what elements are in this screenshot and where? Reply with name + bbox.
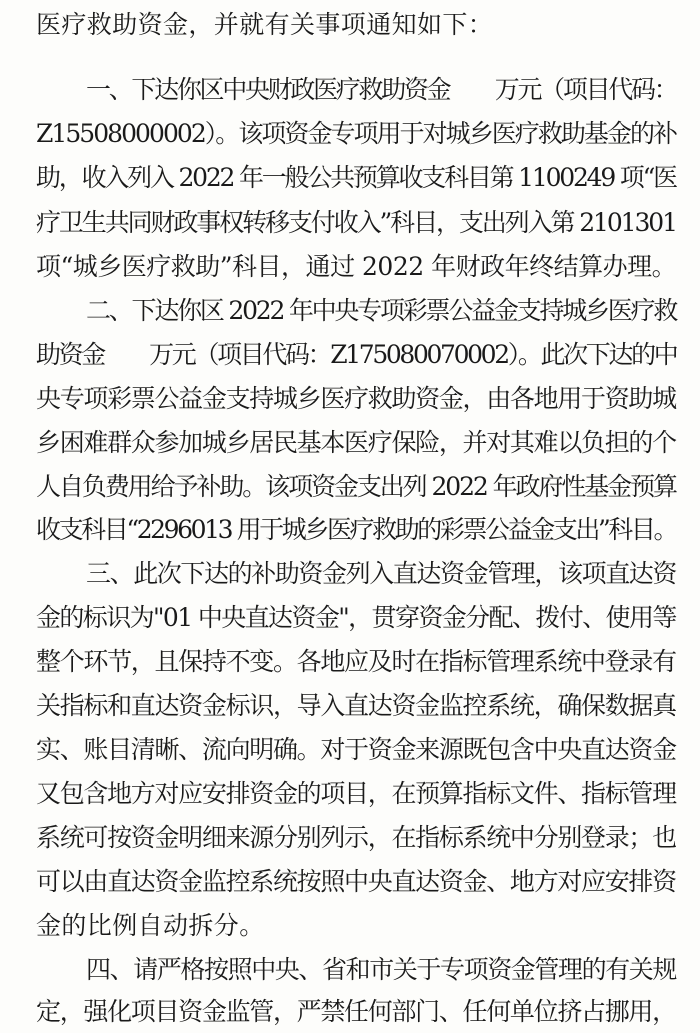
text-line: 央专项彩票公益金支持城乡医疗救助资金，由各地用于资助城 xyxy=(36,384,676,413)
text-line: 又包含地方对应安排资金的项目，在预算指标文件、指标管理 xyxy=(36,779,676,808)
text-line: 金的标识为"01 中央直达资金"，贯穿资金分配、拨付、使用等 xyxy=(36,603,676,632)
text-line: 可以由直达资金监控系统按照中央直达资金、地方对应安排资 xyxy=(36,867,676,896)
text-line: 实、账目清晰、流向明确。对于资金来源既包含中央直达资金 xyxy=(36,735,676,764)
text-line: 收支科目“2296013 用于城乡医疗救助的彩票公益金支出”科目。 xyxy=(36,515,677,544)
text-line: 人自负费用给予补助。该项资金支出列 2022 年政府性基金预算 xyxy=(36,472,676,501)
text-line: 项“城乡医疗救助”科目，通过 2022 年财政年终结算办理。 xyxy=(36,252,677,281)
text-line: 疗卫生共同财政事权转移支付收入”科目，支出列入第 2101301 xyxy=(36,208,676,237)
text-line: 助，收入列入 2022 年一般公共预算收支科目第 1100249 项“医 xyxy=(36,163,676,192)
text-line: 一、下达你区中央财政医疗救助资金 万元（项目代码： xyxy=(86,75,677,104)
text-line: 整个环节，且保持不变。各地应及时在指标管理系统中登录有 xyxy=(36,647,676,676)
text-line: 医疗救助资金，并就有关事项通知如下： xyxy=(36,10,494,39)
text-line: 助资金 万元（项目代码：Z175080070002）。此次下达的中 xyxy=(36,340,677,369)
text-line: 定，强化项目资金监管，严禁任何部门、任何单位挤占挪用， xyxy=(36,997,676,1026)
text-line: 关指标和直达资金标识，导入直达资金监控系统，确保数据真 xyxy=(36,691,676,720)
text-line: 二、下达你区 2022 年中央专项彩票公益金支持城乡医疗救 xyxy=(86,296,677,325)
text-line: 四、请严格按照中央、省和市关于专项资金管理的有关规 xyxy=(86,955,677,984)
text-line: 金的比例自动拆分。 xyxy=(36,911,265,940)
text-line: 三、此次下达的补助资金列入直达资金管理，该项直达资 xyxy=(86,559,677,588)
text-line: Z15508000002）。该项资金专项用于对城乡医疗救助基金的补 xyxy=(36,119,677,148)
text-line: 乡困难群众参加城乡居民基本医疗保险，并对其难以负担的个 xyxy=(36,428,676,457)
text-line: 系统可按资金明细来源分别列示，在指标系统中分别登录；也 xyxy=(36,823,676,852)
